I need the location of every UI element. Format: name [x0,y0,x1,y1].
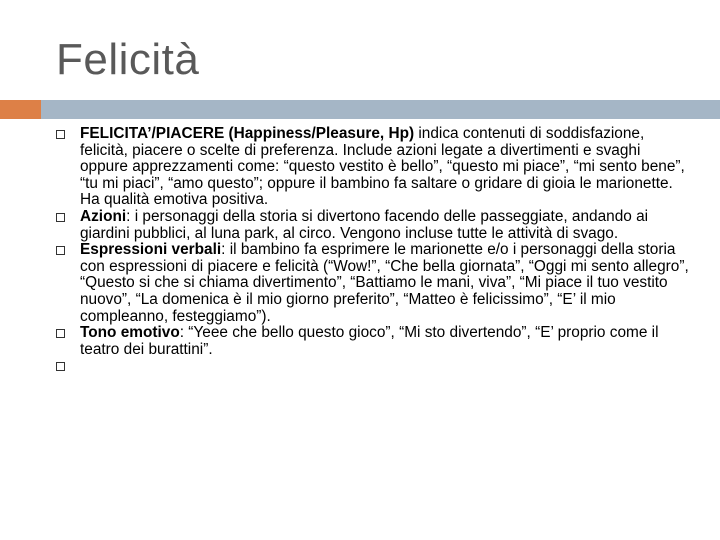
bullet-item-azioni [52,209,692,242]
bullet-item-empty [52,358,692,375]
bullet-item-felicita [52,126,692,209]
bullet-term: FELICITA’/PIACERE (Happiness/Pleasure, Hp) [80,125,415,142]
bullet-text: : “Yeee che bello questo gioco”, “Mi sto divertendo”, “E’ proprio come il teatro dei burattini”. [80,324,659,358]
bullet-term: Espressioni verbali [80,241,222,259]
square-bullet-icon [56,246,65,255]
bullet-text: indica contenuti di soddisfazione, felicità, piacere o scelte di preferenza. Include azioni legate a divertimenti e svaghi oppure apprezzamenti come: “questo vestito è bello”, “questo mi piace”, “mi sento bene”, “tu mi piaci”, “amo questo”; oppure il bambino fa saltare o gridare di gioia le marionette. Ha qualità emotiva positiva. [80,125,685,209]
square-bullet-icon [56,329,65,338]
bullet-term: Azioni [80,207,127,225]
square-bullet-icon [56,130,65,139]
accent-bar-orange [0,100,41,119]
slide-title: Felicità [56,35,200,84]
bullet-text: : i personaggi della storia si divertono facendo delle passeggiate, andando ai giardini pubblici, al luna park, al circo. Vengono incluse tutte le attività di svago. [80,207,649,242]
bullet-item-espressioni-verbali [52,242,692,325]
bullet-item-tono-emotivo [52,325,692,358]
square-bullet-icon [56,362,65,371]
square-bullet-icon [56,213,65,222]
bullet-list [52,126,692,375]
bullet-text: : il bambino fa esprimere le marionette e/o i personaggi della storia con espressioni di piacere e felicità (“Wow!”, “Che bella giornata”, “Oggi mi sento allegro”, “Questo si che si chiama divertimento”, “Battiamo le mani, viva”, “Mi piace il tuo vestito nuovo”, “La domenica è il mio giorno preferito”, “Matteo è felicissimo”, “E’ il mio compleanno, festeggiamo”). [80,241,689,325]
bullet-term: Tono emotivo [80,324,180,342]
accent-bar-blue [41,100,720,119]
